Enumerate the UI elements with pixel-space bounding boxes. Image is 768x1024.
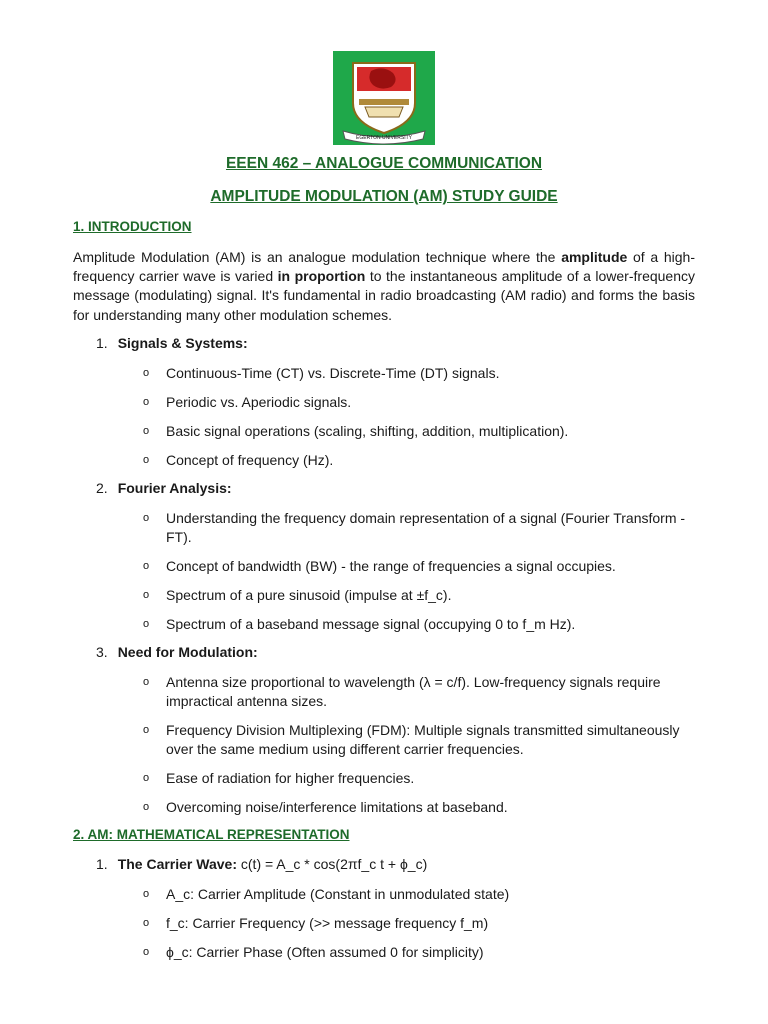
bullet-text: Ease of radiation for higher frequencies.: [166, 770, 415, 786]
bullet-marker-icon: o: [143, 946, 150, 958]
list-number: 1.: [96, 335, 108, 351]
section-heading-am-math: 2. AM: MATHEMATICAL REPRESENTATION: [73, 827, 350, 842]
bullet-text: Overcoming noise/interference limitations at baseband.: [166, 799, 508, 815]
bullet-text: Basic signal operations (scaling, shifting, addition, multiplication).: [166, 423, 569, 439]
bullet-text: Antenna size proportional to wavelength (λ = c/f). Low-frequency signals require impractical antenna sizes.: [166, 674, 661, 710]
bullet-marker-icon: o: [143, 589, 150, 601]
bullet-text: Periodic vs. Aperiodic signals.: [166, 394, 352, 410]
bullet-item: [143, 769, 703, 788]
bullet-marker-icon: o: [143, 396, 150, 408]
carrier-formula: c(t) = A_c * cos(2πf_c t + ϕ_c): [237, 856, 428, 872]
university-logo: [333, 51, 435, 145]
intro-bold-proportion: in proportion: [277, 268, 366, 285]
bullet-marker-icon: o: [143, 367, 150, 379]
bullet-marker-icon: o: [143, 454, 150, 466]
bullet-text: Continuous-Time (CT) vs. Discrete-Time (DT) signals.: [166, 365, 500, 381]
bullet-text: A_c: Carrier Amplitude (Constant in unmodulated state): [166, 886, 510, 902]
bullet-text: Spectrum of a pure sinusoid (impulse at ±f_c).: [166, 587, 452, 603]
list-item-signals-systems: [96, 335, 248, 351]
bullet-item: [143, 673, 703, 711]
bullet-marker-icon: o: [143, 917, 150, 929]
list-label: Need for Modulation:: [117, 644, 258, 660]
bullet-item: [143, 943, 703, 962]
bullet-marker-icon: o: [143, 618, 150, 630]
list-number: 2.: [96, 480, 108, 496]
list-label: Signals & Systems:: [117, 335, 248, 351]
intro-paragraph: [73, 248, 695, 325]
bullet-item: [143, 885, 703, 904]
bullet-marker-icon: o: [143, 772, 150, 784]
bullet-text: Frequency Division Multiplexing (FDM): Multiple signals transmitted simultaneously over the same medium using different carrier frequencies.: [166, 722, 680, 758]
intro-text-1: Amplitude Modulation (AM) is an analogue modulation technique where the: [73, 249, 562, 265]
intro-bold-amplitude: amplitude: [561, 249, 628, 265]
course-title: EEEN 462 – ANALOGUE COMMUNICATION: [225, 155, 543, 172]
section-heading-introduction: 1. INTRODUCTION: [73, 219, 192, 234]
bullet-text: ϕ_c: Carrier Phase (Often assumed 0 for simplicity): [166, 944, 484, 960]
logo-text: EGERTON UNIVERSITY: [356, 135, 412, 141]
list-label: The Carrier Wave:: [117, 856, 237, 872]
bullet-item: [143, 451, 703, 470]
list-item-carrier-wave: [96, 856, 427, 872]
list-item-need-for-modulation: [96, 644, 258, 660]
intro-text-3: to the instantaneous amplitude of a lower-frequency message (modulating) signal. It's fundamental in radio broadcasting (AM radio) and forms the basis for understanding many other modulation schemes.: [73, 268, 695, 323]
bullet-text: Spectrum of a baseband message signal (occupying 0 to f_m Hz).: [166, 616, 576, 632]
list-number: 1.: [96, 856, 108, 872]
bullet-marker-icon: o: [143, 724, 150, 736]
bullet-item: [143, 586, 703, 605]
bullet-item: [143, 509, 703, 547]
bullet-text: Concept of frequency (Hz).: [166, 452, 334, 468]
list-label: Fourier Analysis:: [117, 480, 232, 496]
crest-icon: [333, 51, 435, 145]
bullet-marker-icon: o: [143, 801, 150, 813]
bullet-text: Concept of bandwidth (BW) - the range of frequencies a signal occupies.: [166, 558, 616, 574]
bullet-item: [143, 914, 703, 933]
bullet-marker-icon: o: [143, 676, 150, 688]
bullet-marker-icon: o: [143, 888, 150, 900]
bullet-marker-icon: o: [143, 425, 150, 437]
list-item-fourier-analysis: [96, 480, 232, 496]
bullet-item: [143, 422, 703, 441]
bullet-marker-icon: o: [143, 512, 150, 524]
bullet-item: [143, 721, 703, 759]
bullet-item: [143, 364, 703, 383]
bullet-text: Understanding the frequency domain representation of a signal (Fourier Transform - FT).: [166, 510, 686, 546]
list-number: 3.: [96, 644, 108, 660]
bullet-item: [143, 557, 703, 576]
bullet-marker-icon: o: [143, 560, 150, 572]
bullet-item: [143, 393, 703, 412]
bullet-item: [143, 798, 703, 817]
bullet-item: [143, 615, 703, 634]
intro-text-2: of a high-frequency carrier wave is varied: [73, 249, 696, 285]
guide-title: AMPLITUDE MODULATION (AM) STUDY GUIDE: [210, 188, 558, 205]
bullet-text: f_c: Carrier Frequency (>> message frequency f_m): [166, 915, 489, 931]
